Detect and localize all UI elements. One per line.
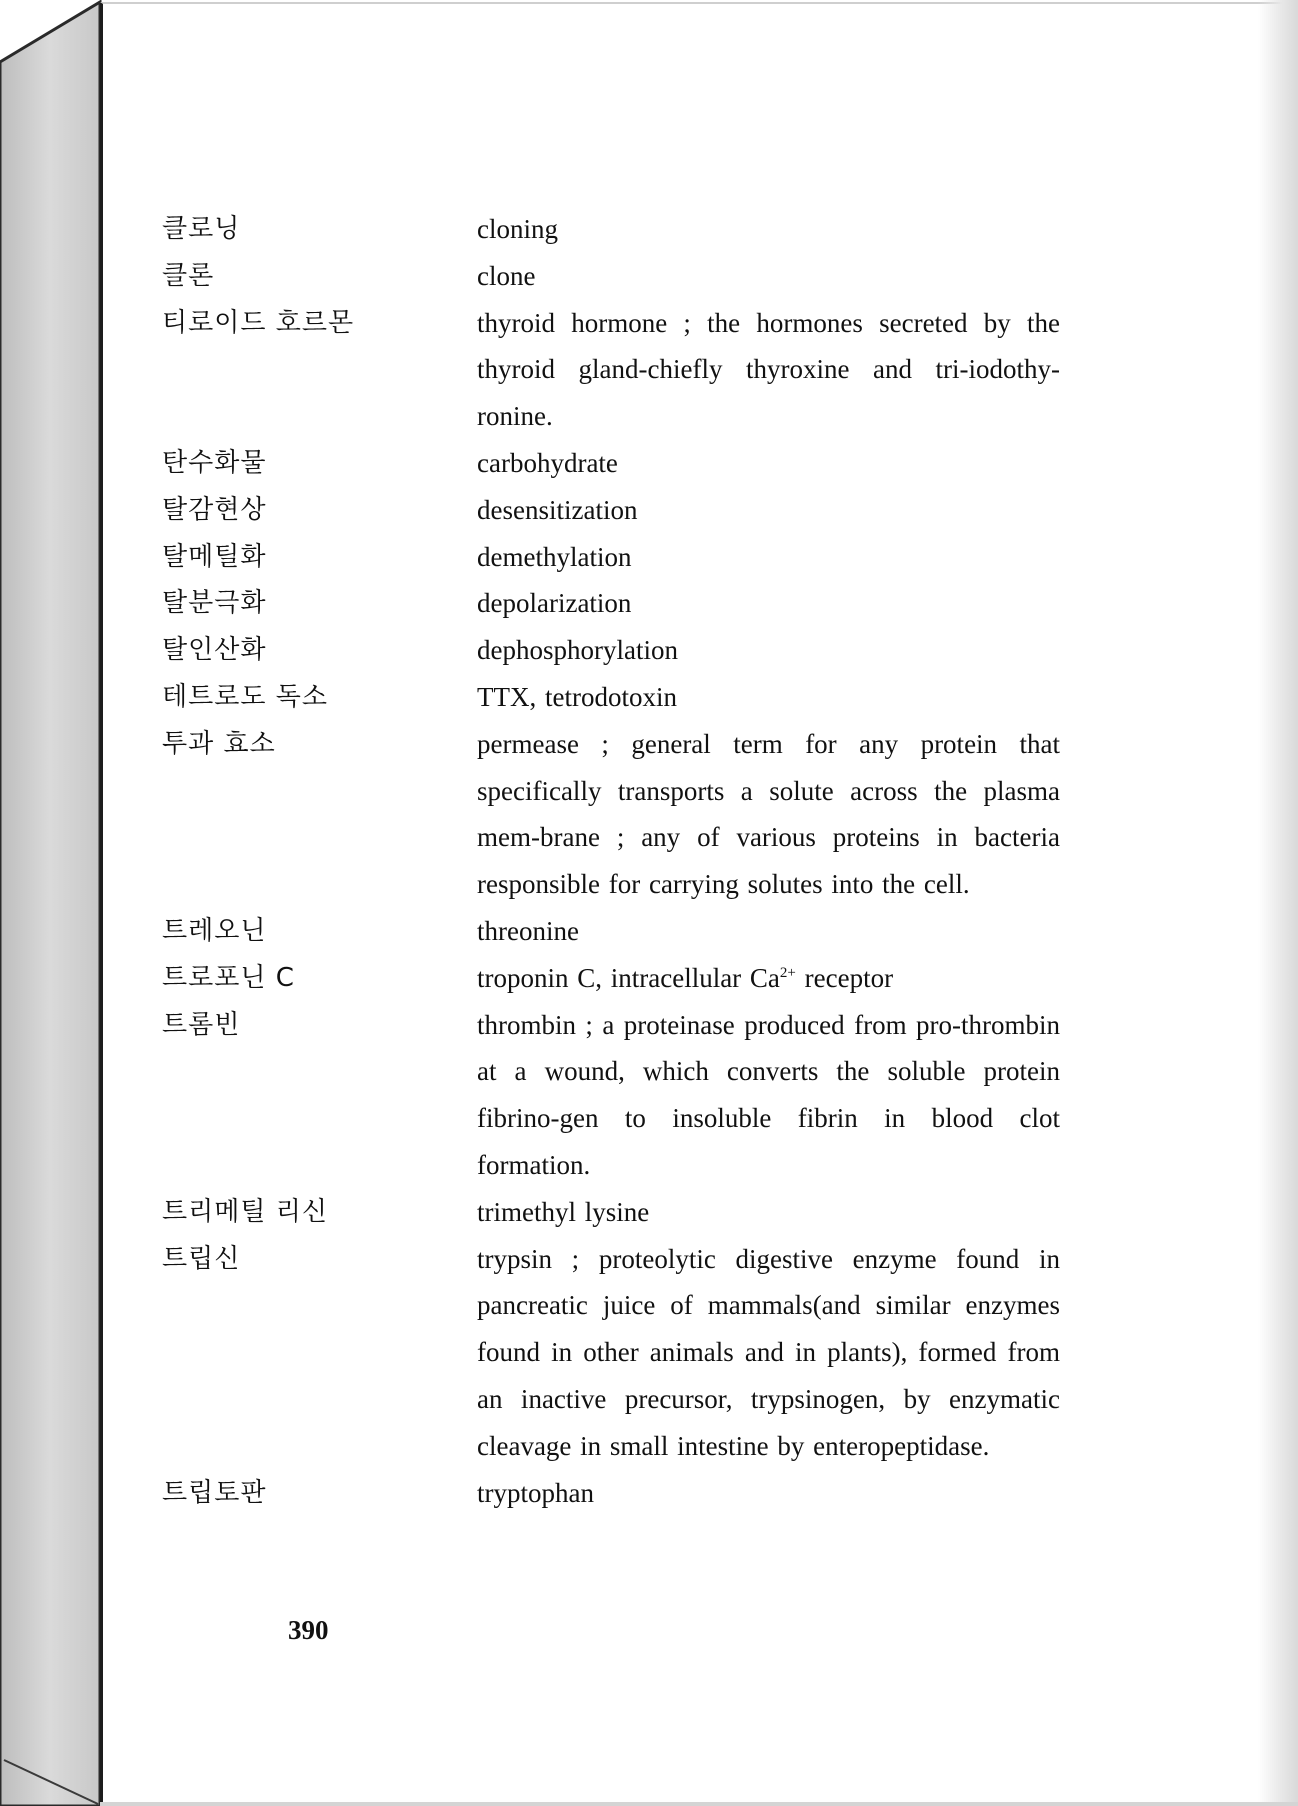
page-bottom-edge bbox=[100, 1802, 1298, 1806]
korean-term: 테트로도 독소 bbox=[162, 681, 328, 712]
korean-term: 탈감현상 bbox=[162, 494, 267, 525]
english-definition: tryptophan bbox=[477, 1477, 594, 1508]
glossary-entry bbox=[162, 440, 1162, 487]
glossary-entry bbox=[162, 1470, 1162, 1517]
korean-term: 탈메틸화 bbox=[162, 541, 267, 572]
english-definition: depolarization bbox=[477, 588, 632, 619]
english-definition bbox=[477, 955, 1060, 1002]
definition-suffix: receptor bbox=[795, 962, 894, 993]
glossary-entries bbox=[162, 206, 1162, 1516]
korean-term: 트레오닌 bbox=[162, 915, 267, 946]
english-definition: threonine bbox=[477, 915, 579, 946]
ion-charge-superscript: 2+ bbox=[779, 964, 796, 981]
english-definition: clone bbox=[477, 260, 536, 291]
glossary-entry bbox=[162, 300, 1162, 440]
glossary-entry bbox=[162, 1189, 1162, 1236]
english-definition: permease ; general term for any protein that specifically transports a solute across the plasma mem-brane ; any of various proteins in bacteria responsible for carrying solutes into the cell. bbox=[477, 728, 1060, 900]
glossary-entry bbox=[162, 580, 1162, 627]
korean-term: 투과 효소 bbox=[162, 728, 276, 759]
english-definition: dephosphorylation bbox=[477, 635, 678, 666]
glossary-entry bbox=[162, 908, 1162, 955]
korean-term: 트로포닌 C bbox=[162, 962, 295, 993]
page-edge-shadow bbox=[1258, 0, 1298, 1806]
english-definition: trypsin ; proteolytic digestive enzyme found in pancreatic juice of mammals(and similar enzymes found in other animals and in plants), formed from an inactive precursor, trypsinogen, by enzymatic cleavage in small intestine by enteropeptidase. bbox=[477, 1243, 1060, 1461]
english-definition: demethylation bbox=[477, 541, 632, 572]
korean-term: 탈인산화 bbox=[162, 635, 267, 666]
english-definition: thrombin ; a proteinase produced from pro-thrombin at a wound, which converts the soluble protein fibrino-gen to insoluble fibrin in blood clot formation. bbox=[477, 1009, 1060, 1180]
glossary-entry bbox=[162, 534, 1162, 581]
page-number: 390 bbox=[288, 1615, 329, 1645]
glossary-entry bbox=[162, 627, 1162, 674]
glossary-entry bbox=[162, 253, 1162, 300]
glossary-entry bbox=[162, 487, 1162, 534]
definition-text: troponin C, intracellular Ca bbox=[477, 962, 780, 993]
glossary-entry bbox=[162, 206, 1162, 253]
korean-term: 클로닝 bbox=[162, 214, 241, 244]
korean-term: 클론 bbox=[162, 260, 215, 291]
korean-term: 티로이드 호르몬 bbox=[162, 307, 355, 338]
korean-term: 탈분극화 bbox=[162, 588, 267, 619]
korean-term: 트롬빈 bbox=[162, 1009, 241, 1040]
glossary-entry bbox=[162, 1236, 1162, 1470]
korean-term: 트리메틸 리신 bbox=[162, 1196, 328, 1227]
english-definition: trimethyl lysine bbox=[477, 1196, 650, 1227]
english-definition: TTX, tetrodotoxin bbox=[477, 681, 677, 712]
english-definition: cloning bbox=[477, 214, 558, 244]
korean-term: 탄수화물 bbox=[162, 447, 267, 478]
glossary-entry bbox=[162, 955, 1162, 1002]
korean-term: 트립토판 bbox=[162, 1477, 267, 1508]
korean-term: 트립신 bbox=[162, 1243, 241, 1274]
glossary-entry bbox=[162, 1002, 1162, 1189]
english-definition: desensitization bbox=[477, 494, 638, 525]
glossary-entry bbox=[162, 674, 1162, 721]
english-definition: thyroid hormone ; the hormones secreted by the thyroid gland-chiefly thyroxine and tri-iodothy-ronine. bbox=[477, 307, 1060, 432]
english-definition: carbohydrate bbox=[477, 447, 618, 478]
glossary-entry bbox=[162, 721, 1162, 908]
